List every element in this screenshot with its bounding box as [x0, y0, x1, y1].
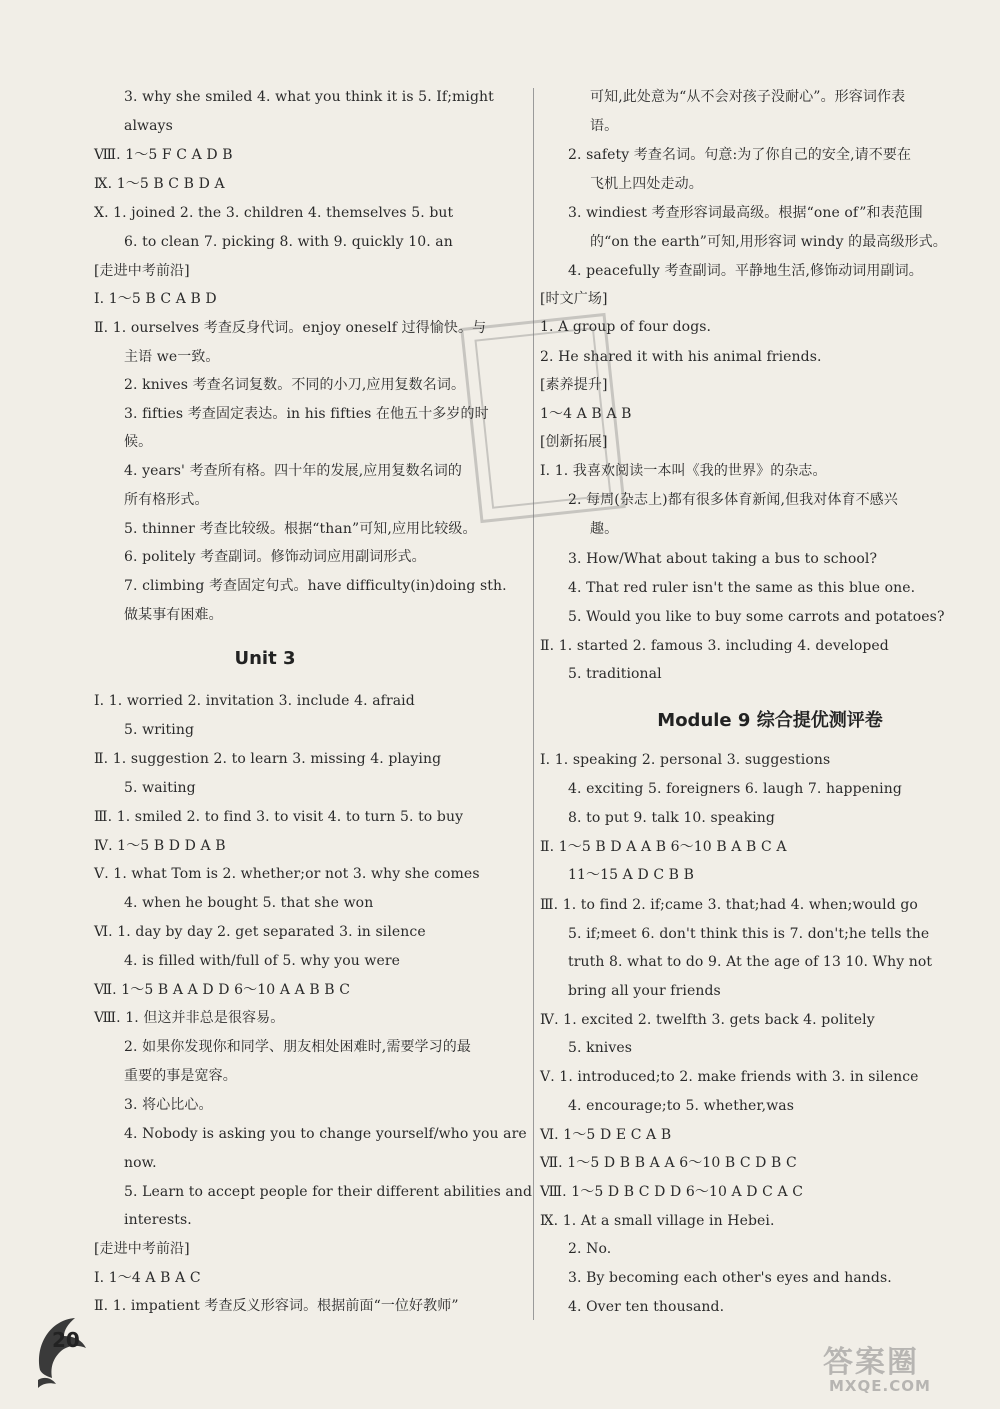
left-answer-line: Ⅷ. 1～5 F C A D B — [94, 147, 233, 163]
right-answer-line: truth 8. what to do 9. At the age of 13 10. Why not — [568, 954, 933, 970]
right-answer-line: 2. safety 考查名词。句意:为了你自己的安全,请不要在 — [568, 147, 912, 163]
left-answer-line: Ⅱ. 1. suggestion 2. to learn 3. missing 4. playing — [94, 751, 442, 767]
left-answer-line: Ⅶ. 1～5 B A A D D 6～10 A A B B C — [94, 982, 351, 998]
left-answer-line: 6. politely 考查副词。修饰动词应用副词形式。 — [124, 549, 426, 565]
right-answer-line: 1. A group of four dogs. — [540, 319, 712, 335]
right-answer-line: Ⅴ. 1. introduced;to 2. make friends with 3. in silence — [540, 1069, 919, 1085]
left-answer-line: 7. climbing 考查固定句式。have difficulty(in)doing sth. — [124, 578, 507, 594]
left-answer-line: Ⅰ. 1～5 B C A B D — [94, 291, 217, 307]
right-answer-line: 2. No. — [568, 1241, 612, 1257]
left-answer-line: Ⅱ. 1. impatient 考查反义形容词。根据前面“一位好教师” — [94, 1298, 459, 1314]
right-answer-line: [时文广场] — [540, 291, 608, 307]
right-answer-line: 8. to put 9. talk 10. speaking — [568, 810, 775, 826]
left-answer-line: always — [124, 118, 173, 134]
left-answer-line: 所有格形式。 — [124, 492, 209, 508]
right-answer-line: Ⅷ. 1～5 D B C D D 6～10 A D C A C — [540, 1184, 804, 1200]
right-answer-line: 4. exciting 5. foreigners 6. laugh 7. happening — [568, 781, 902, 797]
left-answer-line: 4. years' 考查所有格。四十年的发展,应用复数名词的 — [124, 463, 462, 479]
right-answer-line: Ⅲ. 1. to find 2. if;came 3. that;had 4. when;would go — [540, 897, 918, 913]
left-answer-line: Ⅴ. 1. what Tom is 2. whether;or not 3. why she comes — [94, 866, 480, 882]
left-answer-line: Ⅱ. 1. ourselves 考查反身代词。enjoy oneself 过得愉快。与 — [94, 320, 487, 336]
left-answer-line: 5. Learn to accept people for their different abilities and — [124, 1184, 533, 1200]
right-answer-line: Ⅶ. 1～5 D B B A A 6～10 B C D B C — [540, 1155, 797, 1171]
left-answer-line: 3. why she smiled 4. what you think it is 5. If;might — [124, 89, 494, 105]
right-answer-line: 3. How/What about taking a bus to school? — [568, 551, 878, 567]
left-answer-line: 候。 — [124, 434, 153, 450]
right-answer-line: 5. knives — [568, 1040, 633, 1056]
right-answer-line: 4. peacefully 考查副词。平静地生活,修饰动词用副词。 — [568, 263, 923, 279]
right-answer-line: 1～4 A B A B — [540, 406, 632, 422]
left-answer-line: 重要的事是宽容。 — [124, 1068, 237, 1084]
right-answer-line: 4. encourage;to 5. whether,was — [568, 1098, 795, 1114]
left-answer-line: 2. knives 考查名词复数。不同的小刀,应用复数名词。 — [124, 377, 466, 393]
left-answer-line: Ⅵ. 1. day by day 2. get separated 3. in silence — [94, 924, 426, 940]
right-answer-line: 2. 每周(杂志上)都有很多体育新闻,但我对体育不感兴 — [568, 492, 898, 508]
right-answer-line: [创新拓展] — [540, 434, 608, 450]
left-answer-line: 4. is filled with/full of 5. why you were — [124, 953, 401, 969]
right-answer-line: 4. Over ten thousand. — [568, 1299, 725, 1315]
right-answer-line: Ⅳ. 1. excited 2. twelfth 3. gets back 4. politely — [540, 1012, 875, 1028]
left-answer-line: Ⅷ. 1. 但这并非总是很容易。 — [94, 1010, 285, 1026]
left-answer-line: 3. 将心比心。 — [124, 1097, 213, 1113]
left-answer-line: 做某事有困难。 — [124, 607, 223, 623]
left-answer-line: Ⅰ. 1～4 A B A C — [94, 1270, 201, 1286]
left-answer-line: Ⅲ. 1. smiled 2. to find 3. to visit 4. to turn 5. to buy — [94, 809, 464, 825]
watermark-title: 答案圈 — [823, 1345, 919, 1380]
left-answer-line: interests. — [124, 1212, 192, 1228]
watermark-domain: MXQE.COM — [829, 1377, 931, 1395]
left-answer-line: 5. writing — [124, 722, 195, 738]
right-answer-line: bring all your friends — [568, 983, 721, 999]
left-answer-line: [走进中考前沿] — [94, 263, 190, 279]
right-answer-line: Ⅵ. 1～5 D E C A B — [540, 1127, 672, 1143]
left-answer-line: 3. fifties 考查固定表达。in his fifties 在他五十多岁的时 — [124, 406, 489, 422]
watermark-logo — [815, 1335, 985, 1401]
left-answer-line: 4. when he bought 5. that she won — [124, 895, 374, 911]
right-answer-line: Ⅱ. 1～5 B D A A B 6～10 B A B C A — [540, 839, 787, 855]
right-answer-line: [素养提升] — [540, 377, 608, 393]
right-answer-line: 5. Would you like to buy some carrots and potatoes? — [568, 609, 945, 625]
left-answer-line: Ⅸ. 1～5 B C B D A — [94, 176, 225, 192]
right-answer-line: 3. By becoming each other's eyes and hands. — [568, 1270, 892, 1286]
left-answer-line: Ⅰ. 1. worried 2. invitation 3. include 4. afraid — [94, 693, 415, 709]
right-answer-line: 可知,此处意为“从不会对孩子没耐心”。形容词作表 — [590, 89, 906, 105]
left-answer-line: 5. waiting — [124, 780, 196, 796]
right-answer-line: 3. windiest 考查形容词最高级。根据“one of”和表范围 — [568, 205, 923, 221]
right-answer-line: Ⅰ. 1. 我喜欢阅读一本叫《我的世界》的杂志。 — [540, 463, 827, 479]
right-answer-line: 趣。 — [590, 521, 619, 537]
left-answer-line: 2. 如果你发现你和同学、朋友相处困难时,需要学习的最 — [124, 1039, 471, 1055]
right-answer-line: 飞机上四处走动。 — [590, 176, 703, 192]
right-answer-line: 语。 — [590, 118, 619, 134]
left-answer-line: Ⅳ. 1～5 B D D A B — [94, 838, 226, 854]
right-answer-line: 2. He shared it with his animal friends. — [540, 349, 822, 365]
left-answer-line: [走进中考前沿] — [94, 1241, 190, 1257]
page-number: 20 — [52, 1328, 80, 1352]
right-answer-line: Ⅸ. 1. At a small village in Hebei. — [540, 1213, 775, 1229]
right-answer-line: Ⅰ. 1. speaking 2. personal 3. suggestions — [540, 752, 831, 768]
right-answer-line: 11～15 A D C B B — [568, 867, 695, 883]
left-answer-line: Ⅹ. 1. joined 2. the 3. children 4. themselves 5. but — [94, 205, 454, 221]
left-answer-line: 6. to clean 7. picking 8. with 9. quickly 10. an — [124, 234, 453, 250]
right-answer-line: Ⅱ. 1. started 2. famous 3. including 4. developed — [540, 638, 889, 654]
left-answer-line: 主语 we一致。 — [124, 349, 220, 365]
left-answer-line: 5. thinner 考查比较级。根据“than”可知,应用比较级。 — [124, 521, 477, 537]
left-answer-line: 4. Nobody is asking you to change yourself/who you are — [124, 1126, 527, 1142]
right-answer-line: 5. traditional — [568, 666, 662, 682]
right-answer-line: 的“on the earth”可知,用形容词 windy 的最高级形式。 — [590, 234, 947, 250]
column-divider — [533, 88, 534, 1320]
unit3-heading: Unit 3 — [234, 648, 296, 669]
module9-heading: Module 9 综合提优测评卷 — [657, 710, 883, 731]
left-answer-line: now. — [124, 1155, 157, 1171]
right-answer-line: 4. That red ruler isn't the same as this blue one. — [568, 580, 916, 596]
right-answer-line: 5. if;meet 6. don't think this is 7. don't;he tells the — [568, 926, 930, 942]
